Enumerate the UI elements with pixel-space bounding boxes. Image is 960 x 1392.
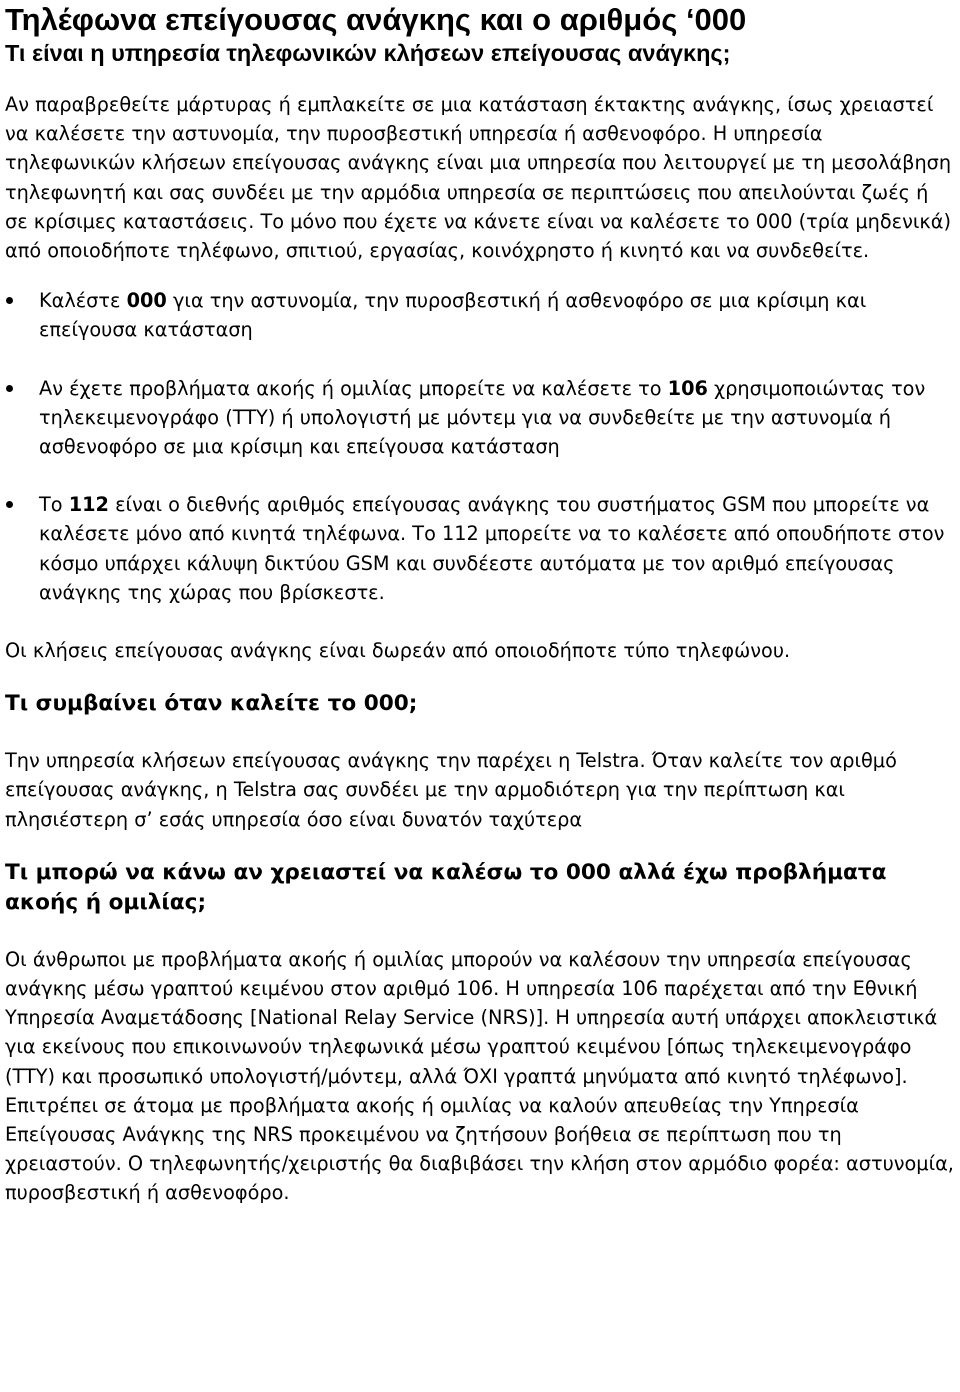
document-subtitle: Τι είναι η υπηρεσία τηλεφωνικών κλήσεων επείγουσας ανάγκης; xyxy=(5,40,731,66)
list-item-000 xyxy=(5,286,955,344)
document-title: Τηλέφωνα επείγουσας ανάγκης και ο αριθμός ‘000 xyxy=(5,2,747,37)
list-item-text: είναι ο διεθνής αριθμός επείγουσας ανάγκης του συστήματος GSM που μπορείτε να καλέσετε μόνο από κινητά τηλέφωνα. Το 112 μπορείτε να το καλέσετε από οπουδήποτε στον κόσμο υπάρχει κάλυψη δικτύου GSM και συνδέεστε αυτόματα με τον αριθμό επείγουσας ανάγκης της χώρας που βρίσκεστε. xyxy=(39,493,945,604)
emergency-number-112: 112 xyxy=(68,493,109,517)
list-item-text: Το xyxy=(39,493,69,517)
list-item-text: Αν έχετε προβλήματα ακοής ή ομιλίας μπορείτε να καλέσετε το xyxy=(39,376,668,400)
emergency-number-000: 000 xyxy=(126,289,167,313)
document-page xyxy=(5,0,955,1208)
bullet-dot-icon xyxy=(6,297,13,304)
list-item-text: Καλέστε xyxy=(39,289,127,313)
emergency-numbers-list xyxy=(5,286,955,607)
list-item-112 xyxy=(5,490,955,607)
bullet-dot-icon xyxy=(6,501,13,508)
section-heading-what-happens: Τι συμβαίνει όταν καλείτε το 000; xyxy=(5,691,418,717)
intro-paragraph: Αν παραβρεθείτε μάρτυρας ή εμπλακείτε σε μια κατάσταση έκτακτης ανάγκης, ίσως χρειαστεί να καλέσετε την αστυνομία, την πυροσβεστική υπηρεσία ή ασθενοφόρο. Η υπηρεσία τηλεφωνικών κλήσεων επείγουσας ανάγκης είναι μια υπηρεσία που λειτουργεί με τη μεσολάβηση τηλεφωνητή και σας συνδέει με την αρμόδια υπηρεσία σε περιπτώσεις που απειλούνται ζωές ή σε κρίσιμες καταστάσεις. Το μόνο που έχετε να κάνετε είναι να καλέσετε το 000 (τρία μηδενικά) από οποιοδήποτε τηλέφωνο, σπιτιού, εργασίας, κοινόχρηστο ή κινητό και να συνδεθείτε. xyxy=(5,93,952,263)
list-item-text: για την αστυνομία, την πυροσβεστική ή ασθενοφόρο σε μια κρίσιμη και επείγουσα κατάσταση xyxy=(39,289,867,342)
section-body-what-happens: Την υπηρεσία κλήσεων επείγουσας ανάγκης την παρέχει η Telstra. Όταν καλείτε τον αριθμό επείγουσας ανάγκης, η Telstra σας συνδέει με την αρμοδιότερη για την περίπτωση και πλησιέστερη σ’ εσάς υπηρεσία όσο είναι δυνατόν ταχύτερα xyxy=(5,749,897,831)
emergency-number-106: 106 xyxy=(667,376,708,400)
free-calls-note: Οι κλήσεις επείγουσας ανάγκης είναι δωρεάν από οποιοδήποτε τύπο τηλεφώνου. xyxy=(5,639,791,663)
section-body-hearing: Οι άνθρωποι με προβλήματα ακοής ή ομιλίας μπορούν να καλέσουν την υπηρεσία επείγουσας ανάγκης μέσω γραπτού κειμένου στον αριθμό 106. Η υπηρεσία 106 παρέχεται από την Εθνική Υπηρεσία Αναμετάδοσης [National Relay Service (NRS)]. Η υπηρεσία αυτή υπάρχει αποκλειστικά για εκείνους που επικοινωνούν τηλεφωνικά μέσω γραπτού κειμένου [όπως τηλεκειμενογράφο (TTY) και προσωπικό υπολογιστή/μόντεμ, αλλά ΌΧΙ γραπτά μηνύματα από κινητό τηλέφωνο]. Επιτρέπει σε άτομα με προβλήματα ακοής ή ομιλίας να καλούν απευθείας την Υπηρεσία Επείγουσας Ανάγκης της NRS προκειμένου να ζητήσουν βοήθεια σε περίπτωση που τη χρειαστούν. Ο τηλεφωνητής/χειριστής θα διαβιβάσει την κλήση στον αρμόδιο φορέα: αστυνομία, πυροσβεστική ή ασθενοφόρο. xyxy=(5,947,954,1205)
list-item-106 xyxy=(5,374,955,462)
list-item-text: χρησιμοποιώντας τον τηλεκειμενογράφο (TTY) ή υπολογιστή με μόντεμ για να συνδεθείτε με την αστυνομία ή ασθενοφόρο σε μια κρίσιμη και επείγουσα κατάσταση xyxy=(39,376,926,459)
section-heading-hearing: Τι μπορώ να κάνω αν χρειαστεί να καλέσω το 000 αλλά έχω προβλήματα ακοής ή ομιλίας; xyxy=(5,859,887,915)
bullet-dot-icon xyxy=(6,385,13,392)
